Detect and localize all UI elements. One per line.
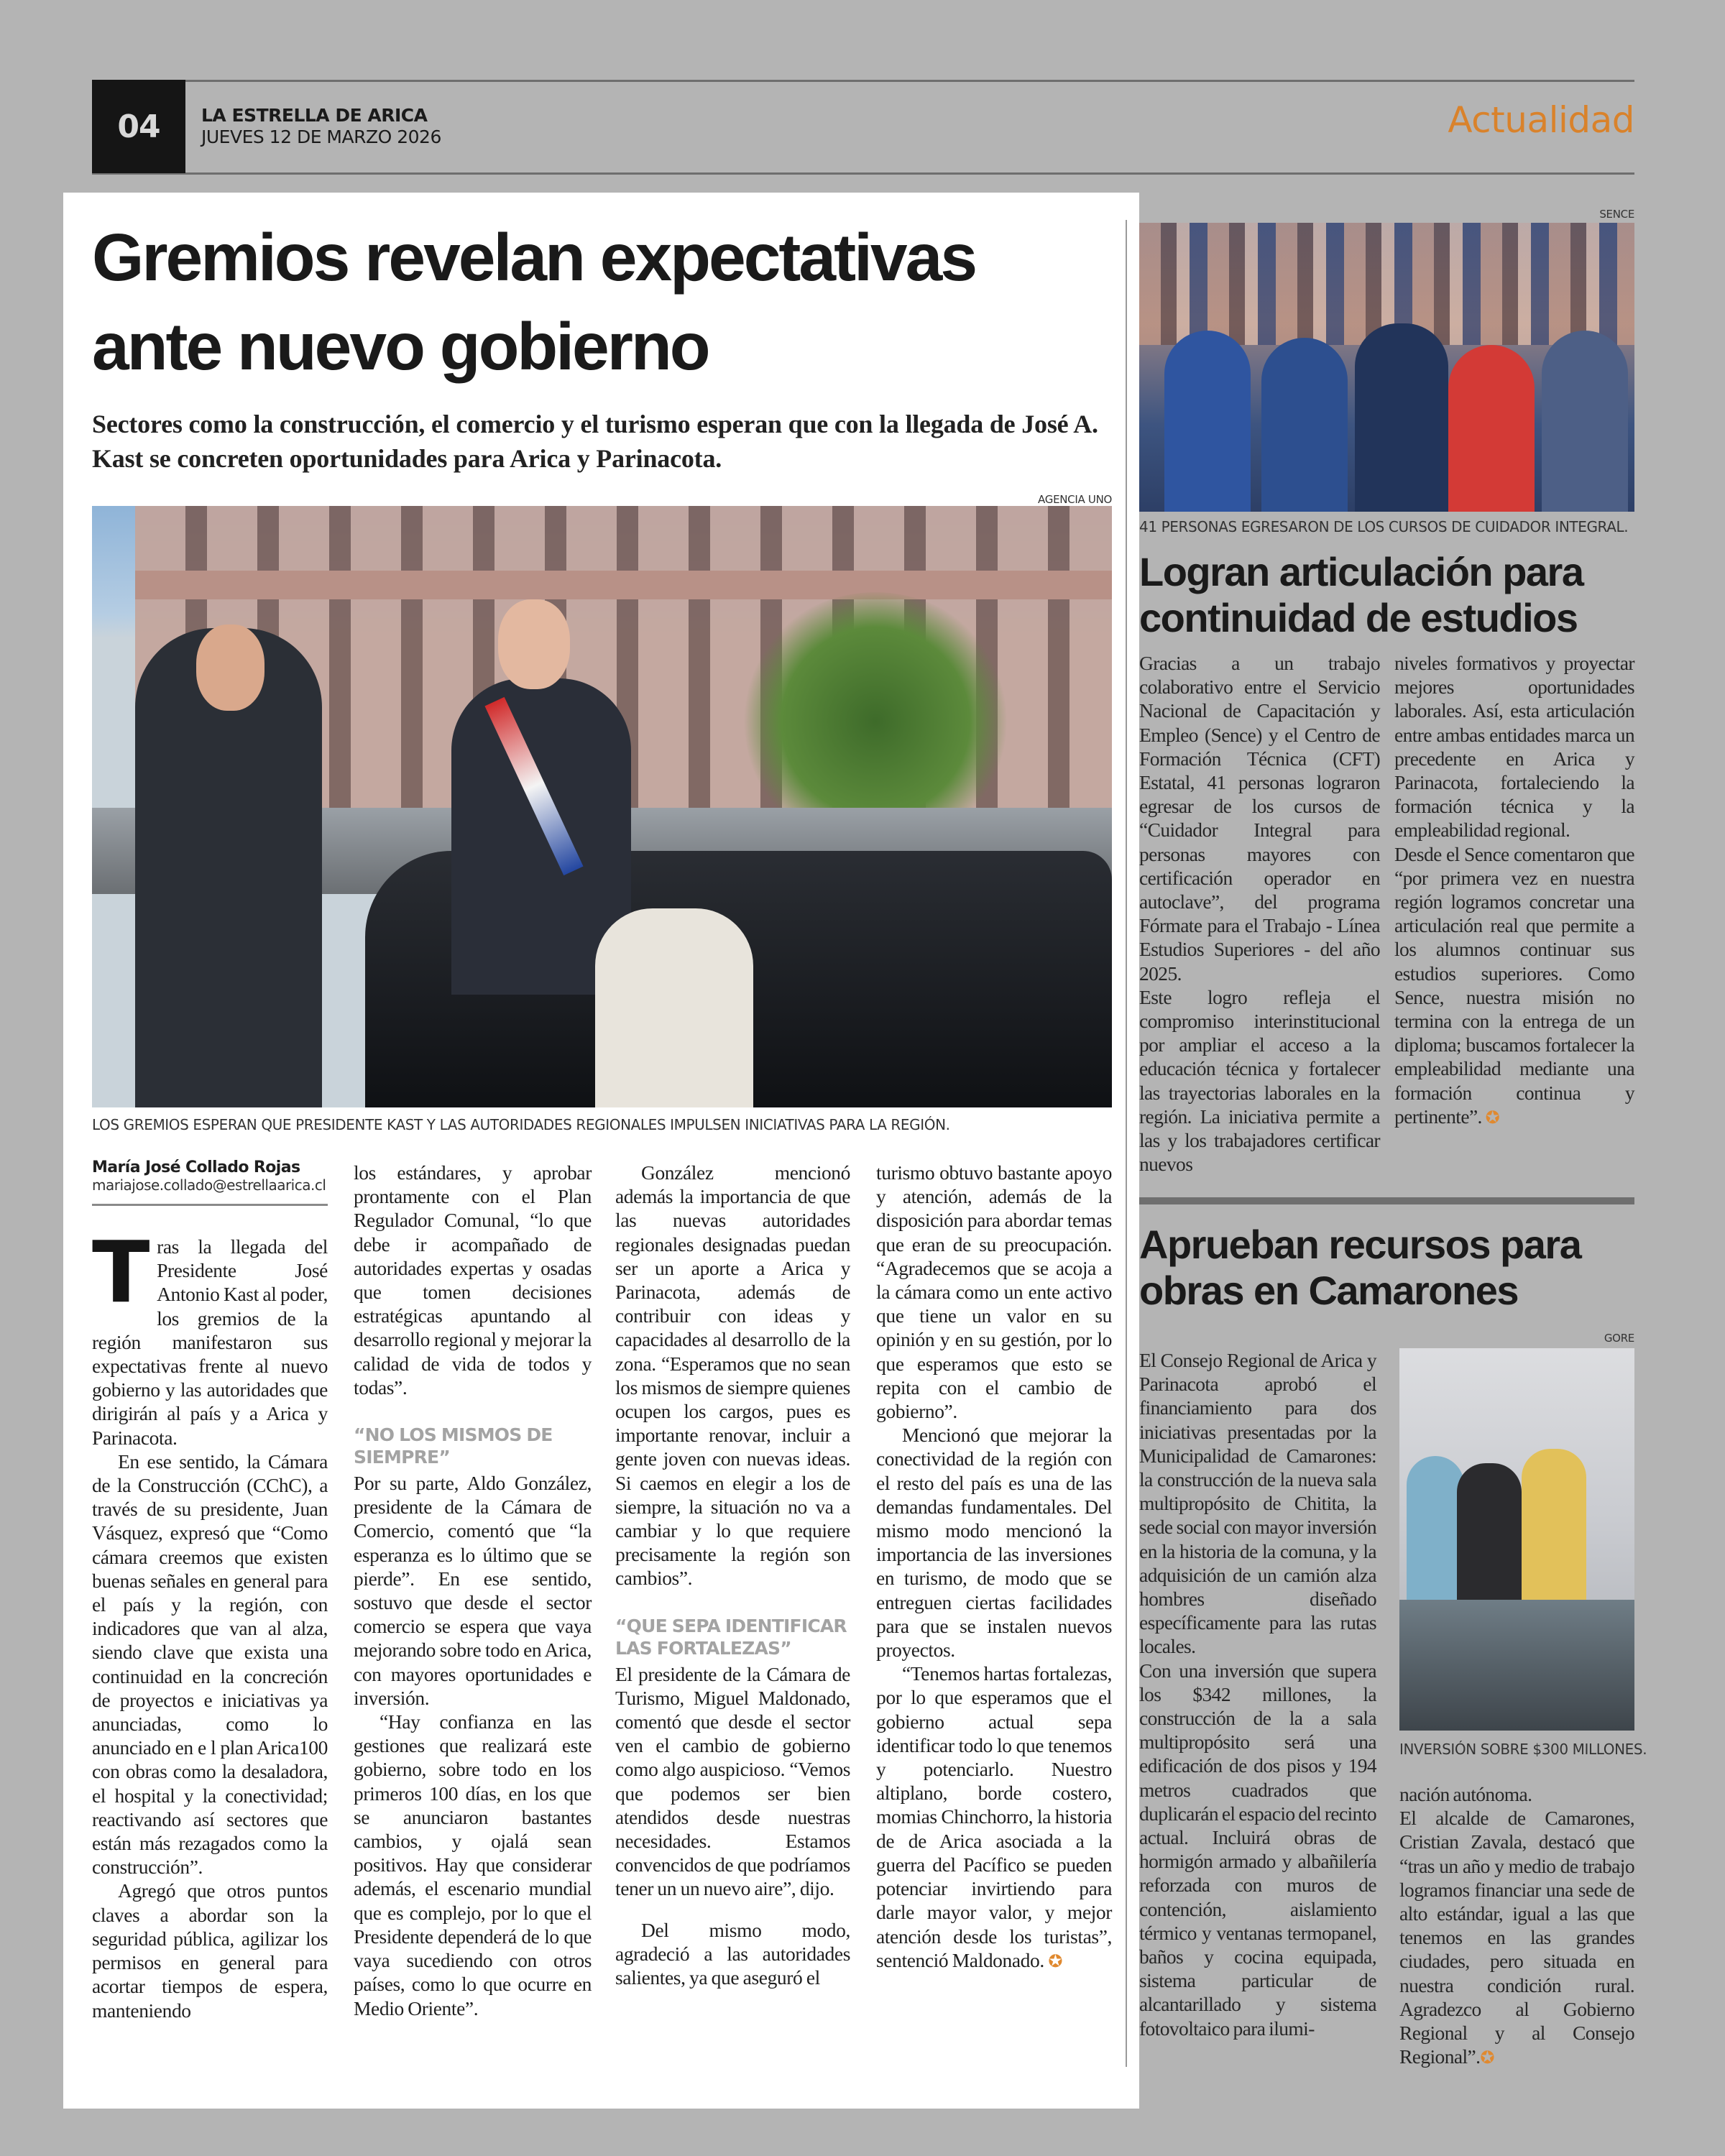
photo-person [1542, 331, 1628, 512]
side2-photo [1399, 1348, 1634, 1731]
side1-column-1 [1139, 651, 1380, 1176]
side1-column-2 [1394, 651, 1634, 1130]
star-circle-icon: ✪ [1485, 1108, 1500, 1128]
headline-line: obras en Camarones [1139, 1268, 1518, 1313]
headline-line: Aprueban recursos para [1139, 1222, 1581, 1267]
paragraph: Gracias a un trabajo colaborativo entre el Servicio Nacional de Capacitación y Empleo (Sence) y el Centro de Formación Técnica (CFT) Estatal, 41 personas lograron egresar de los cursos de “Cuidador Integral para personas mayores con certificación operador en autoclave”, del programa Fórmate para el Trabajo - Línea Estudios Superiores - del año 2025. [1139, 652, 1380, 985]
paragraph: Este logro refleja el compromiso interinstitucional por ampliar el acceso a la educación técnica y fortalecer las trayectorias laborales en la región. La iniciativa permite a las y los trabajadores certificar nuevos [1139, 985, 1380, 1176]
paragraph-text: El alcalde de Camarones, Cristian Zavala, destacó que “tras un año y medio de trabajo logramos financiar una sede de alto estándar, igual a las que tenemos en las grandes ciudades, pero situada en nuestra condición rural. Agradezco al Gobierno Regional y al Consejo Regional”. [1399, 1807, 1634, 2068]
headline-line: Gremios revelan expectativas [92, 220, 976, 295]
paragraph: Mencionó que mejorar la conectividad de la región con el resto del país es una de las demandas fundamentales. Del mismo modo mencionó la importancia de las inversiones en turismo, de modo que se entreguen ciertas facilidades para que se instalen nuevos proyectos. [876, 1424, 1112, 1662]
photo-officer [595, 908, 753, 1107]
paragraph: Por su parte, Aldo González, presidente de la Cámara de Comercio, comentó que “la esperanza es lo último que se pierde”. En ese sentido, sostuvo que desde el sector comercio se espera que vaya mejorando sobre todo en Arica, con mayores oportunidades e inversión. [354, 1472, 592, 1709]
side1-photo-caption: 41 PERSONAS EGRESARON DE LOS CURSOS DE CUIDADOR INTEGRAL. [1139, 518, 1629, 535]
side1-headline [1139, 549, 1583, 641]
paragraph-text: “Tenemos hartas fortalezas, por lo que esperamos que el gobierno actual sepa identificar todo lo que tenemos y potenciarlo. Nuestro altiplano, borde costero, momias Chinchorro, la historia de de Arica asociada a la guerra del Pacífico se pueden potenciar invirtiendo para darle mayor valor, y mejor atención desde los turistas”, sentenció Maldonado. [876, 1662, 1112, 1971]
photo-table [1399, 1600, 1634, 1731]
drop-cap: T [92, 1222, 150, 1322]
star-circle-icon: ✪ [1048, 1952, 1063, 1971]
section-divider [1139, 1197, 1634, 1204]
paragraph [1394, 842, 1634, 1130]
headline-line: Logran articulación para [1139, 549, 1583, 594]
side1-photo-credit: SENCE [1599, 208, 1634, 221]
header-top-rule [92, 80, 1634, 82]
photo-person [1457, 1463, 1522, 1600]
paragraph: Del mismo modo, agradeció a las autoridades salientes, ya que aseguró el [615, 1918, 850, 1989]
main-headline [92, 213, 1127, 391]
headline-line: continuidad de estudios [1139, 595, 1578, 640]
paragraph: nación autónoma. [1399, 1783, 1532, 1805]
paragraph: Agregó que otros puntos claves a abordar son la seguridad pública, agilizar los permisos en general para acortar tiempos de espera, manteniendo [92, 1879, 328, 2022]
main-photo-credit: AGENCIA UNO [1038, 493, 1112, 506]
article-column-1 [92, 1222, 328, 2022]
paragraph: niveles formativos y proyectar mejores oportunidades laborales. Así, esta articulación entre ambas entidades marca un precedente en Arica y Parinacota, fortaleciendo la formación técnica y la empleabilidad regional. [1394, 652, 1634, 842]
subheading: “QUE SEPA IDENTIFICAR LAS FORTALEZAS” [615, 1615, 847, 1659]
headline-line: ante nuevo gobierno [92, 309, 709, 384]
photo-person [1164, 331, 1251, 512]
paragraph-text: Desde el Sence comentaron que “por primera vez en nuestra región logramos concretar una articulación real que permite a los alumnos continuar sus estudios superiores. Como Sence, nuestra misión no termina con la entrega de un diploma; buscamos fortalecer la empleabilidad mediante una formación continua y pertinente”. [1394, 842, 1634, 1128]
paragraph: El Consejo Regional de Arica y Parinacota aprobó el financiamiento para dos iniciativas presentadas por la Municipalidad de Camarones: la construcción de la nueva sala multipropósito de Chitita, la sede social con mayor inversión en la historia de la comuna, y la adquisición de un camión alza hombres diseñado específicamente para las rutas locales. [1139, 1349, 1376, 1658]
side1-photo [1139, 223, 1634, 512]
page-number: 04 [92, 80, 185, 173]
article-column-2 [354, 1161, 592, 2020]
photo-person [1522, 1449, 1586, 1600]
paragraph: El presidente de la Cámara de Turismo, Miguel Maldonado, comentó que desde el sector ven el cambio de gobierno como algo auspicioso. “Vemos que podemos ser bien atendidos desde nuestras necesidades. Estamos convencidos de que podríamos tener un un nuevo aire”, dijo. [615, 1662, 850, 1900]
section-label: Actualidad [1448, 99, 1634, 141]
photo-person [1261, 338, 1348, 512]
paragraph: González mencionó además la importancia de que las nuevas autoridades regionales designadas puedan ser un aporte a Arica y Parinacota, además de contribuir con ideas y capacidades al desarrollo de la zona. “Esperamos que no sean los mismos de siempre quienes ocupen los cargos, pues es importante renovar, incluir a gente joven con nuevas ideas. Si caemos en elegir a los de siempre, la situación no va a cambiar y lo que requiere precisamente la región son cambios”. [615, 1161, 850, 1590]
paragraph-text: ras la llegada del Presidente José Antonio Kast al poder, los gremios de la región manifestaron sus expectativas frente al nuevo gobierno y las autoridades que dirigirán al país y a Arica y Parinacota. [92, 1235, 328, 1449]
photo-president-face [498, 599, 570, 689]
main-photo [92, 506, 1112, 1107]
paragraph: turismo obtuvo bastante apoyo y atención, además de la disposición para abordar temas que eran de su preocupación. “Agradecemos que se acoja a la cámara como un ente activo que tiene un valor en su opinión y en su gestión, por lo que esperamos que esto se repita con el cambio de gobierno”. [876, 1161, 1112, 1423]
article-column-4 [876, 1161, 1112, 1974]
photo-person [1448, 345, 1535, 512]
lead-paragraph [92, 1222, 328, 1450]
subheading: “NO LOS MISMOS DE SIEMPRE” [354, 1424, 553, 1468]
header-bottom-rule [92, 172, 1634, 175]
side2-column-2 [1399, 1782, 1634, 2070]
paragraph [1399, 1806, 1634, 2070]
article-column-3 [615, 1161, 850, 1989]
issue-date: JUEVES 12 DE MARZO 2026 [201, 126, 441, 147]
masthead [201, 105, 441, 148]
side2-headline [1139, 1222, 1581, 1314]
photo-person [1407, 1456, 1464, 1600]
paragraph: Con una inversión que supera los $342 millones, la construcción de la a sala multipropósito será una edificación de dos pisos y 194 metros cuadrados que duplicarán el espacio del recinto actual. Incluirá obras de hormigón armado y albañilería reforzada con muros de contención, aislamiento térmico y ventanas termopanel, baños y cocina equipada, sistema particular de alcantarillado y sistema fotovoltaico para ilumi- [1139, 1659, 1377, 2040]
author-email[interactable]: mariajose.collado@estrellaarica.cl [92, 1176, 326, 1194]
paragraph: “Hay confianza en las gestiones que realizará este gobierno, sobre todo en los primeros 100 días, en los que se anunciaron bastantes cambios, y ojalá sean positivos. Hay que considerar además, el escenario mundial que es complejo, por lo que el Presidente dependerá de lo que vaya sucediendo con otros países, como lo que ocurre en Medio Oriente”. [354, 1710, 592, 2019]
paragraph: En ese sentido, la Cámara de la Construcción (CChC), a través de su presidente, Juan Vásquez, expresó que “Como cámara creemos que existen buenas señales en general para el país y la región, con indicadores que van al alza, siendo clave que exista una continuidad en la concreción de proyectos e iniciativas ya anunciadas, como lo anunciado en e l plan Arica100 con obras como la desaladora, el hospital y la conectividad; reactivando así sectores que están más rezagados como la construcción”. [92, 1450, 328, 1879]
paragraph [876, 1662, 1112, 1974]
photo-person [1355, 323, 1448, 512]
photo-person-left-face [196, 625, 264, 711]
star-circle-icon: ✪ [1480, 2049, 1494, 2068]
side2-photo-caption: INVERSIÓN SOBRE $300 MILLONES. [1399, 1741, 1647, 1758]
main-deck: Sectores como la construcción, el comercio y el turismo esperan que con la llegada de José A. Kast se concreten oportunidades para Arica y Parinacota. [92, 410, 1098, 473]
author-name: María José Collado Rojas [92, 1158, 300, 1176]
paragraph: los estándares, y aprobar prontamente con el Plan Regulador Comunal, “lo que debe ir acompañado de autoridades expertas y osadas que tomen decisiones estratégicas apuntando al desarrollo regional y mejorar la calidad de vida de todos y todas”. [354, 1161, 592, 1399]
side2-photo-credit: GORE [1604, 1332, 1634, 1345]
main-photo-caption: LOS GREMIOS ESPERAN QUE PRESIDENTE KAST Y LAS AUTORIDADES REGIONALES IMPULSEN INICIATIVAS PARA LA REGIÓN. [92, 1116, 950, 1133]
paper-name: LA ESTRELLA DE ARICA [201, 105, 428, 126]
column-divider [1126, 220, 1127, 2067]
byline-rule [92, 1204, 328, 1206]
side2-column-1 [1139, 1348, 1376, 2040]
byline [92, 1158, 328, 1206]
photo-building-band [135, 571, 1112, 599]
